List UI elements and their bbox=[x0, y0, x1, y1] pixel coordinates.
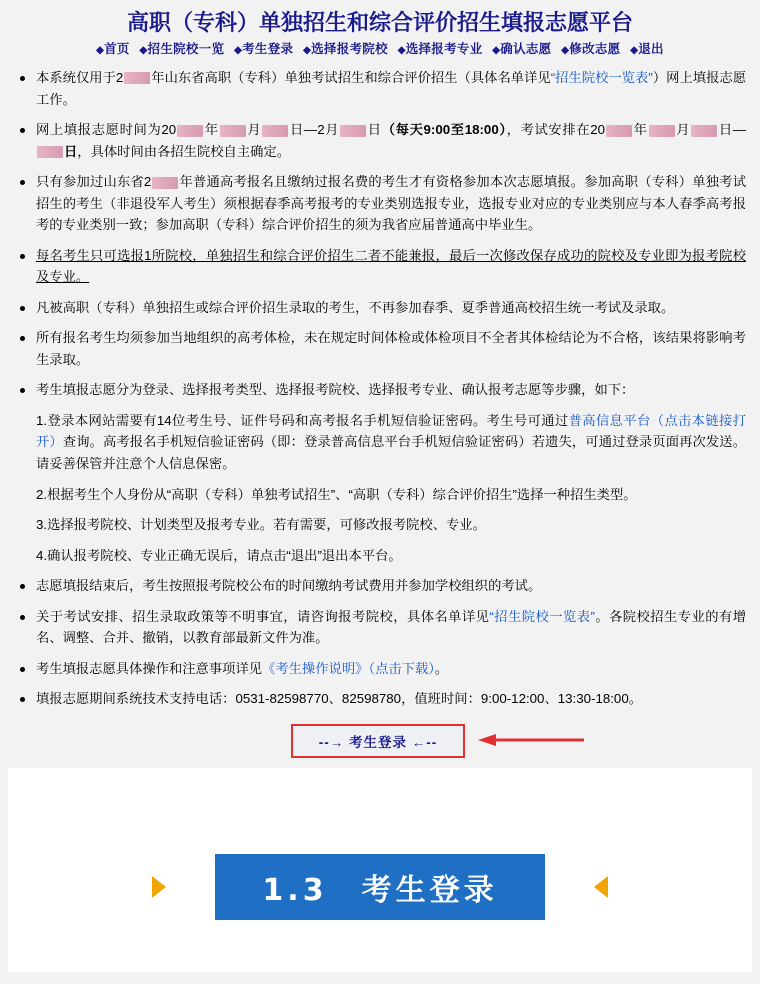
student-login-button[interactable]: --→ 考生登录 ←-- bbox=[291, 724, 465, 758]
diamond-icon: ◆ bbox=[303, 45, 312, 56]
nav-item-confirm[interactable] bbox=[492, 39, 551, 57]
text-run: 所有报名考生均须参加当地组织的高考体检，未在规定时间体检或体检项目不全者其体检结论为不合格，该结果将影响考生录取。 bbox=[36, 330, 746, 367]
redacted-text bbox=[340, 125, 366, 137]
notice-text bbox=[36, 691, 642, 706]
notice-list bbox=[10, 67, 746, 710]
nav-item-student-login[interactable] bbox=[234, 39, 293, 57]
diamond-icon: ◆ bbox=[397, 45, 406, 56]
notice-item bbox=[10, 688, 746, 710]
text-run: 考生填报志愿分为登录、选择报考类型、选择报考院校、选择报考专业、确认报考志愿等步骤，如下： bbox=[36, 382, 635, 398]
text-run: 2.根据考生个人身份从“高职（专科）单独考试招生”、“高职（专科）综合评价招生”选择一种招生类型。 bbox=[36, 486, 637, 502]
inline-link[interactable]: “招生院校一览表” bbox=[489, 608, 595, 624]
notice-text bbox=[36, 122, 746, 159]
nav-item-select-major-label: 选择报考专业 bbox=[405, 42, 483, 56]
diamond-icon: ◆ bbox=[492, 45, 501, 56]
notice-text bbox=[36, 330, 746, 367]
main-nav bbox=[0, 39, 760, 57]
redacted-text bbox=[606, 125, 632, 137]
slide-banner-wrap bbox=[0, 852, 760, 922]
text-run: 凡被高职（专科）单独招生或综合评价招生录取的考生，不再参加春季、夏季普通高校招生统一考试及录取。 bbox=[36, 299, 675, 315]
redacted-text bbox=[177, 125, 203, 137]
notice-item bbox=[10, 119, 746, 162]
red-arrow-annotation bbox=[476, 732, 586, 748]
notice-content bbox=[0, 67, 760, 758]
notice-text bbox=[36, 661, 448, 676]
text-run: 本系统仅用于2 bbox=[36, 70, 124, 85]
notice-item bbox=[10, 297, 746, 319]
step-item bbox=[10, 484, 746, 506]
nav-item-modify[interactable] bbox=[561, 39, 620, 57]
notice-item bbox=[10, 327, 746, 370]
diamond-icon: ◆ bbox=[96, 45, 105, 56]
slide-banner: 1.3 考生登录 bbox=[215, 854, 545, 920]
login-button-row bbox=[10, 724, 746, 758]
redacted-text bbox=[124, 72, 150, 84]
notice-text bbox=[36, 609, 746, 646]
nav-item-exit-label: 退出 bbox=[638, 42, 664, 56]
nav-item-student-login-label: 考生登录 bbox=[242, 42, 294, 56]
notice-text bbox=[36, 548, 402, 563]
nav-item-modify-label: 修改志愿 bbox=[569, 42, 621, 56]
nav-item-home[interactable] bbox=[96, 39, 130, 57]
text-run: 月 bbox=[675, 122, 691, 138]
text-run: ，考试安排在20 bbox=[506, 122, 606, 138]
diamond-icon: ◆ bbox=[561, 45, 570, 56]
notice-item bbox=[10, 379, 746, 401]
notice-text bbox=[36, 70, 746, 107]
notice-text bbox=[36, 174, 746, 232]
notice-text bbox=[36, 578, 541, 593]
nav-item-exit[interactable] bbox=[630, 39, 664, 57]
inline-link[interactable]: 普高信息平台（点击本链接打开） bbox=[36, 412, 747, 450]
notice-item bbox=[10, 606, 746, 649]
text-run: 。各院校招生专业的有增名、调整、合并、撤销，以教育部最新文件为准。 bbox=[36, 608, 747, 646]
inline-link[interactable]: “招生院校一览表” bbox=[550, 70, 653, 85]
text-run: 网上填报志愿时间为20 bbox=[36, 122, 177, 138]
text-run: 填报志愿期间系统技术支持电话：0531-82598770、82598780，值班时间：9:00-12:00、13:30-18:00。 bbox=[36, 691, 643, 707]
nav-item-college-list-label: 招生院校一览 bbox=[147, 42, 225, 56]
step-item bbox=[10, 545, 746, 567]
page-title: 高职（专科）单独招生和综合评价招生填报志愿平台 bbox=[126, 11, 633, 36]
text-run: 。 bbox=[434, 660, 449, 676]
text-run: 志愿填报结束后，考生按照报考院校公布的时间缴纳考试费用并参加学校组织的考试。 bbox=[36, 578, 542, 594]
text-run: 每名考生只可选报1所院校，单独招生和综合评价招生二者不能兼报，最后一次修改保存成功的院校及专业即为报考院校及专业。 bbox=[36, 247, 746, 285]
bottom-bar bbox=[0, 972, 760, 984]
nav-item-select-college-label: 选择报考院校 bbox=[311, 42, 388, 56]
text-run: 查询。高考报名手机短信验证密码（即：登录普高信息平台手机短信验证密码）若遗失，可通过登录页面再次发送。请妥善保管并注意个人信息保密。 bbox=[36, 434, 746, 471]
diamond-icon: ◆ bbox=[630, 45, 639, 56]
text-run: 年 bbox=[204, 122, 219, 138]
notice-text bbox=[36, 487, 637, 502]
text-run: 月 bbox=[246, 122, 262, 138]
redacted-text bbox=[262, 125, 288, 137]
nav-item-home-label: 首页 bbox=[104, 42, 130, 56]
notice-item bbox=[10, 658, 746, 680]
nav-item-college-list[interactable] bbox=[140, 39, 225, 57]
inline-link[interactable]: 《考生操作说明》（点击下载） bbox=[262, 660, 435, 676]
text-run: 4.确认报考院校、专业正确无误后，请点击“退出”退出本平台。 bbox=[36, 547, 402, 563]
notice-item bbox=[10, 171, 746, 236]
text-run: 3.选择报考院校、计划类型及报考专业。若有需要，可修改报考院校、专业。 bbox=[36, 517, 486, 533]
notice-text bbox=[36, 300, 674, 315]
notice-item bbox=[10, 575, 746, 597]
slide-area bbox=[0, 768, 760, 984]
text-run: 关于考试安排、招生录取政策等不明事宜，请咨询报考院校，具体名单详见 bbox=[36, 608, 490, 624]
redacted-text bbox=[220, 125, 246, 137]
diamond-icon: ◆ bbox=[139, 45, 148, 56]
text-run: 1.登录本网站需要有14位考生号、证件号码和高考报名手机短信验证密码。考生号可通过 bbox=[36, 412, 569, 428]
emphasis-text: 日 bbox=[64, 143, 78, 159]
text-run: 日— bbox=[718, 122, 747, 138]
text-run: 日—2月 bbox=[289, 122, 340, 138]
nav-item-select-college[interactable] bbox=[303, 39, 388, 57]
notice-item bbox=[10, 67, 746, 110]
step-item bbox=[10, 514, 746, 536]
text-run: 年普通高考报名且缴纳过报名费的考生才有资格参加本次志愿填报。参加高职（专科）单独考试招生的考生（非退役军人考生）须根据春季高考报考的专业类别选报专业，选报专业对应的专业类别应与本人春季高考报考的专业类别一致；参加高职（专科）综合评价招生的须为我省应届普通高中毕业生。 bbox=[36, 174, 747, 233]
notice-text bbox=[36, 248, 746, 285]
redacted-text bbox=[37, 146, 63, 158]
text-run: 日 bbox=[367, 122, 382, 138]
text-run: 考生填报志愿具体操作和注意事项详见 bbox=[36, 660, 263, 676]
nav-item-confirm-label: 确认志愿 bbox=[500, 42, 552, 56]
text-run: ，具体时间由各招生院校自主确定。 bbox=[77, 143, 291, 159]
text-run: 年 bbox=[633, 122, 648, 138]
text-run: ）网上填报志愿工作。 bbox=[36, 70, 746, 107]
text-run: 年山东省高职（专科）单独考试招生和综合评价招生（具体名单详见 bbox=[151, 70, 551, 85]
notice-text bbox=[36, 413, 746, 471]
redacted-text bbox=[152, 177, 178, 189]
emphasis-text: （每天9:00至18:00） bbox=[381, 122, 507, 138]
notice-text bbox=[36, 382, 634, 397]
notice-text bbox=[36, 517, 486, 532]
redacted-text bbox=[691, 125, 717, 137]
diamond-icon: ◆ bbox=[234, 45, 243, 56]
text-run: 只有参加过山东省2 bbox=[36, 174, 152, 190]
nav-item-select-major[interactable] bbox=[398, 39, 483, 57]
redacted-text bbox=[649, 125, 675, 137]
step-item bbox=[10, 410, 746, 475]
notice-item bbox=[10, 245, 746, 288]
